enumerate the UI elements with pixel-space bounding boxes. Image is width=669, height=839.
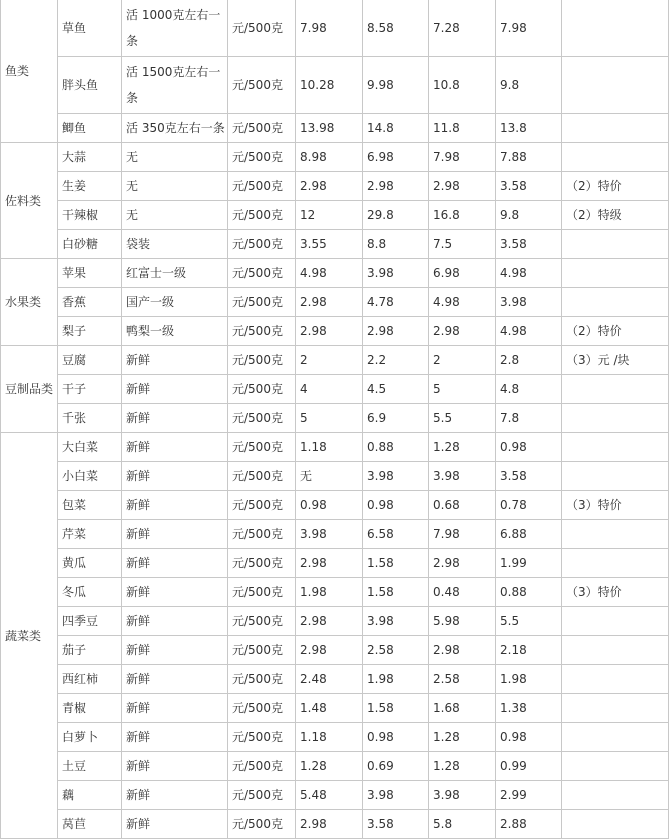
price-2: 29.8	[363, 201, 429, 230]
item-note	[562, 230, 669, 259]
item-unit: 元/500克	[228, 288, 296, 317]
item-note	[562, 259, 669, 288]
price-4: 2.99	[496, 781, 562, 810]
item-note	[562, 665, 669, 694]
table-row	[1, 665, 669, 694]
item-unit: 元/500克	[228, 317, 296, 346]
category-cell: 水果类	[1, 259, 58, 346]
price-1: 2.98	[296, 172, 363, 201]
price-2: 2.98	[363, 172, 429, 201]
item-note	[562, 143, 669, 172]
item-spec: 新鲜	[122, 433, 228, 462]
item-name: 青椒	[58, 694, 122, 723]
price-2: 2.2	[363, 346, 429, 375]
item-spec: 鸭梨一级	[122, 317, 228, 346]
price-2: 3.98	[363, 781, 429, 810]
table-row	[1, 723, 669, 752]
price-3: 5.98	[429, 607, 496, 636]
item-name: 白砂糖	[58, 230, 122, 259]
price-4: 7.98	[496, 0, 562, 57]
item-name: 莴苣	[58, 810, 122, 839]
price-2: 1.58	[363, 578, 429, 607]
price-4: 3.58	[496, 172, 562, 201]
price-1: 3.98	[296, 520, 363, 549]
price-4: 1.99	[496, 549, 562, 578]
item-spec: 新鲜	[122, 636, 228, 665]
item-spec: 新鲜	[122, 723, 228, 752]
item-name: 苹果	[58, 259, 122, 288]
item-name: 干辣椒	[58, 201, 122, 230]
price-1: 1.98	[296, 578, 363, 607]
price-4: 3.58	[496, 230, 562, 259]
item-note	[562, 694, 669, 723]
price-2: 4.5	[363, 375, 429, 404]
table-row	[1, 781, 669, 810]
price-4: 6.88	[496, 520, 562, 549]
item-spec: 无	[122, 201, 228, 230]
item-spec: 袋装	[122, 230, 228, 259]
price-2: 3.58	[363, 810, 429, 839]
item-name: 干子	[58, 375, 122, 404]
item-note	[562, 57, 669, 114]
price-1: 2.98	[296, 549, 363, 578]
item-note	[562, 0, 669, 57]
price-3: 5	[429, 375, 496, 404]
price-4: 0.99	[496, 752, 562, 781]
item-note	[562, 723, 669, 752]
price-2: 14.8	[363, 114, 429, 143]
price-4: 13.8	[496, 114, 562, 143]
table-row	[1, 520, 669, 549]
price-2: 6.98	[363, 143, 429, 172]
price-2: 3.98	[363, 462, 429, 491]
price-3: 2	[429, 346, 496, 375]
price-2: 2.98	[363, 317, 429, 346]
price-1: 8.98	[296, 143, 363, 172]
price-3: 3.98	[429, 462, 496, 491]
price-4: 4.98	[496, 259, 562, 288]
item-note	[562, 781, 669, 810]
item-name: 草鱼	[58, 0, 122, 57]
table-row	[1, 114, 669, 143]
item-unit: 元/500克	[228, 462, 296, 491]
item-spec: 新鲜	[122, 665, 228, 694]
item-spec: 无	[122, 172, 228, 201]
price-3: 6.98	[429, 259, 496, 288]
item-spec: 新鲜	[122, 578, 228, 607]
table-row	[1, 491, 669, 520]
price-1: 4.98	[296, 259, 363, 288]
item-unit: 元/500克	[228, 520, 296, 549]
item-name: 鲫鱼	[58, 114, 122, 143]
price-4: 1.38	[496, 694, 562, 723]
price-1: 5	[296, 404, 363, 433]
price-2: 0.98	[363, 491, 429, 520]
item-unit: 元/500克	[228, 57, 296, 114]
price-2: 2.58	[363, 636, 429, 665]
table-row	[1, 636, 669, 665]
item-name: 胖头鱼	[58, 57, 122, 114]
price-3: 1.28	[429, 433, 496, 462]
price-3: 7.5	[429, 230, 496, 259]
item-unit: 元/500克	[228, 636, 296, 665]
item-name: 梨子	[58, 317, 122, 346]
price-1: 12	[296, 201, 363, 230]
table-row	[1, 230, 669, 259]
price-2: 9.98	[363, 57, 429, 114]
price-1: 2.98	[296, 317, 363, 346]
item-spec: 红富士一级	[122, 259, 228, 288]
price-1: 13.98	[296, 114, 363, 143]
item-unit: 元/500克	[228, 433, 296, 462]
category-cell: 佐料类	[1, 143, 58, 259]
item-note: （2）特级	[562, 201, 669, 230]
item-unit: 元/500克	[228, 752, 296, 781]
price-4: 7.8	[496, 404, 562, 433]
price-table-body	[1, 0, 669, 839]
price-4: 5.5	[496, 607, 562, 636]
item-note	[562, 288, 669, 317]
table-row	[1, 57, 669, 114]
price-2: 4.78	[363, 288, 429, 317]
item-unit: 元/500克	[228, 0, 296, 57]
table-row	[1, 462, 669, 491]
item-spec: 新鲜	[122, 549, 228, 578]
table-row	[1, 259, 669, 288]
item-spec: 新鲜	[122, 694, 228, 723]
price-1: 4	[296, 375, 363, 404]
price-3: 4.98	[429, 288, 496, 317]
item-name: 豆腐	[58, 346, 122, 375]
table-row	[1, 404, 669, 433]
price-3: 0.68	[429, 491, 496, 520]
item-unit: 元/500克	[228, 375, 296, 404]
price-3: 2.98	[429, 317, 496, 346]
price-4: 2.8	[496, 346, 562, 375]
price-1: 2.98	[296, 607, 363, 636]
item-name: 香蕉	[58, 288, 122, 317]
item-note	[562, 810, 669, 839]
item-unit: 元/500克	[228, 172, 296, 201]
price-1: 2.98	[296, 288, 363, 317]
item-unit: 元/500克	[228, 578, 296, 607]
item-unit: 元/500克	[228, 230, 296, 259]
item-note: （3）元 /块	[562, 346, 669, 375]
table-row	[1, 172, 669, 201]
item-name: 黄瓜	[58, 549, 122, 578]
item-unit: 元/500克	[228, 404, 296, 433]
price-3: 7.28	[429, 0, 496, 57]
price-4: 7.88	[496, 143, 562, 172]
table-row	[1, 288, 669, 317]
price-2: 6.58	[363, 520, 429, 549]
price-2: 1.58	[363, 549, 429, 578]
item-name: 小白菜	[58, 462, 122, 491]
table-row	[1, 694, 669, 723]
item-unit: 元/500克	[228, 549, 296, 578]
price-3: 2.98	[429, 549, 496, 578]
price-3: 11.8	[429, 114, 496, 143]
price-3: 7.98	[429, 143, 496, 172]
item-unit: 元/500克	[228, 143, 296, 172]
item-name: 冬瓜	[58, 578, 122, 607]
item-unit: 元/500克	[228, 694, 296, 723]
price-2: 6.9	[363, 404, 429, 433]
price-3: 1.68	[429, 694, 496, 723]
price-3: 2.98	[429, 636, 496, 665]
price-1: 5.48	[296, 781, 363, 810]
item-name: 生姜	[58, 172, 122, 201]
price-1: 3.55	[296, 230, 363, 259]
item-name: 包菜	[58, 491, 122, 520]
price-2: 0.69	[363, 752, 429, 781]
price-4: 2.18	[496, 636, 562, 665]
price-4: 0.78	[496, 491, 562, 520]
item-note	[562, 404, 669, 433]
price-4: 9.8	[496, 201, 562, 230]
item-name: 藕	[58, 781, 122, 810]
price-2: 3.98	[363, 607, 429, 636]
item-note: （2）特价	[562, 172, 669, 201]
price-3: 16.8	[429, 201, 496, 230]
item-spec: 新鲜	[122, 375, 228, 404]
price-3: 2.98	[429, 172, 496, 201]
item-spec: 无	[122, 143, 228, 172]
item-unit: 元/500克	[228, 810, 296, 839]
category-cell: 蔬菜类	[1, 433, 58, 839]
price-2: 8.8	[363, 230, 429, 259]
item-spec: 新鲜	[122, 462, 228, 491]
price-1: 1.18	[296, 433, 363, 462]
price-3: 1.28	[429, 752, 496, 781]
item-name: 白萝卜	[58, 723, 122, 752]
price-4: 1.98	[496, 665, 562, 694]
price-4: 4.8	[496, 375, 562, 404]
item-name: 茄子	[58, 636, 122, 665]
item-note: （2）特价	[562, 317, 669, 346]
item-note: （3）特价	[562, 578, 669, 607]
item-spec: 新鲜	[122, 752, 228, 781]
price-2: 3.98	[363, 259, 429, 288]
item-note	[562, 433, 669, 462]
price-2: 1.98	[363, 665, 429, 694]
item-note	[562, 607, 669, 636]
table-row	[1, 549, 669, 578]
price-4: 0.88	[496, 578, 562, 607]
item-name: 芹菜	[58, 520, 122, 549]
table-row	[1, 433, 669, 462]
item-unit: 元/500克	[228, 491, 296, 520]
table-row	[1, 201, 669, 230]
price-4: 3.58	[496, 462, 562, 491]
price-4: 4.98	[496, 317, 562, 346]
price-1: 无	[296, 462, 363, 491]
item-unit: 元/500克	[228, 259, 296, 288]
item-spec: 新鲜	[122, 781, 228, 810]
table-row	[1, 752, 669, 781]
price-1: 0.98	[296, 491, 363, 520]
item-note: （3）特价	[562, 491, 669, 520]
item-note	[562, 114, 669, 143]
item-unit: 元/500克	[228, 665, 296, 694]
table-row	[1, 346, 669, 375]
table-row	[1, 0, 669, 57]
price-4: 9.8	[496, 57, 562, 114]
price-4: 3.98	[496, 288, 562, 317]
category-cell: 鱼类	[1, 0, 58, 143]
table-row	[1, 607, 669, 636]
table-row	[1, 375, 669, 404]
price-3: 0.48	[429, 578, 496, 607]
item-spec: 新鲜	[122, 810, 228, 839]
item-spec: 新鲜	[122, 491, 228, 520]
item-spec: 活 1000克左右一条	[122, 0, 228, 57]
price-1: 1.48	[296, 694, 363, 723]
price-2: 0.88	[363, 433, 429, 462]
table-row	[1, 143, 669, 172]
price-2: 0.98	[363, 723, 429, 752]
item-unit: 元/500克	[228, 201, 296, 230]
item-note	[562, 462, 669, 491]
item-unit: 元/500克	[228, 723, 296, 752]
price-1: 1.28	[296, 752, 363, 781]
price-1: 10.28	[296, 57, 363, 114]
item-spec: 新鲜	[122, 346, 228, 375]
item-unit: 元/500克	[228, 346, 296, 375]
item-name: 大蒜	[58, 143, 122, 172]
price-4: 2.88	[496, 810, 562, 839]
table-row	[1, 317, 669, 346]
price-4: 0.98	[496, 723, 562, 752]
item-name: 千张	[58, 404, 122, 433]
price-3: 10.8	[429, 57, 496, 114]
item-unit: 元/500克	[228, 607, 296, 636]
price-3: 2.58	[429, 665, 496, 694]
item-spec: 活 350克左右一条	[122, 114, 228, 143]
price-3: 5.5	[429, 404, 496, 433]
item-name: 西红柿	[58, 665, 122, 694]
price-1: 2.98	[296, 810, 363, 839]
price-1: 2.48	[296, 665, 363, 694]
price-1: 2	[296, 346, 363, 375]
price-3: 1.28	[429, 723, 496, 752]
price-1: 2.98	[296, 636, 363, 665]
price-3: 7.98	[429, 520, 496, 549]
item-spec: 新鲜	[122, 607, 228, 636]
price-4: 0.98	[496, 433, 562, 462]
item-note	[562, 549, 669, 578]
item-unit: 元/500克	[228, 114, 296, 143]
price-3: 5.8	[429, 810, 496, 839]
item-unit: 元/500克	[228, 781, 296, 810]
price-3: 3.98	[429, 781, 496, 810]
price-2: 1.58	[363, 694, 429, 723]
price-1: 1.18	[296, 723, 363, 752]
item-note	[562, 520, 669, 549]
price-1: 7.98	[296, 0, 363, 57]
item-spec: 新鲜	[122, 520, 228, 549]
item-note	[562, 752, 669, 781]
item-spec: 新鲜	[122, 404, 228, 433]
item-note	[562, 636, 669, 665]
table-row	[1, 810, 669, 839]
item-name: 土豆	[58, 752, 122, 781]
item-name: 四季豆	[58, 607, 122, 636]
table-row	[1, 578, 669, 607]
price-2: 8.58	[363, 0, 429, 57]
category-cell: 豆制品类	[1, 346, 58, 433]
item-note	[562, 375, 669, 404]
item-name: 大白菜	[58, 433, 122, 462]
item-spec: 国产一级	[122, 288, 228, 317]
item-spec: 活 1500克左右一条	[122, 57, 228, 114]
